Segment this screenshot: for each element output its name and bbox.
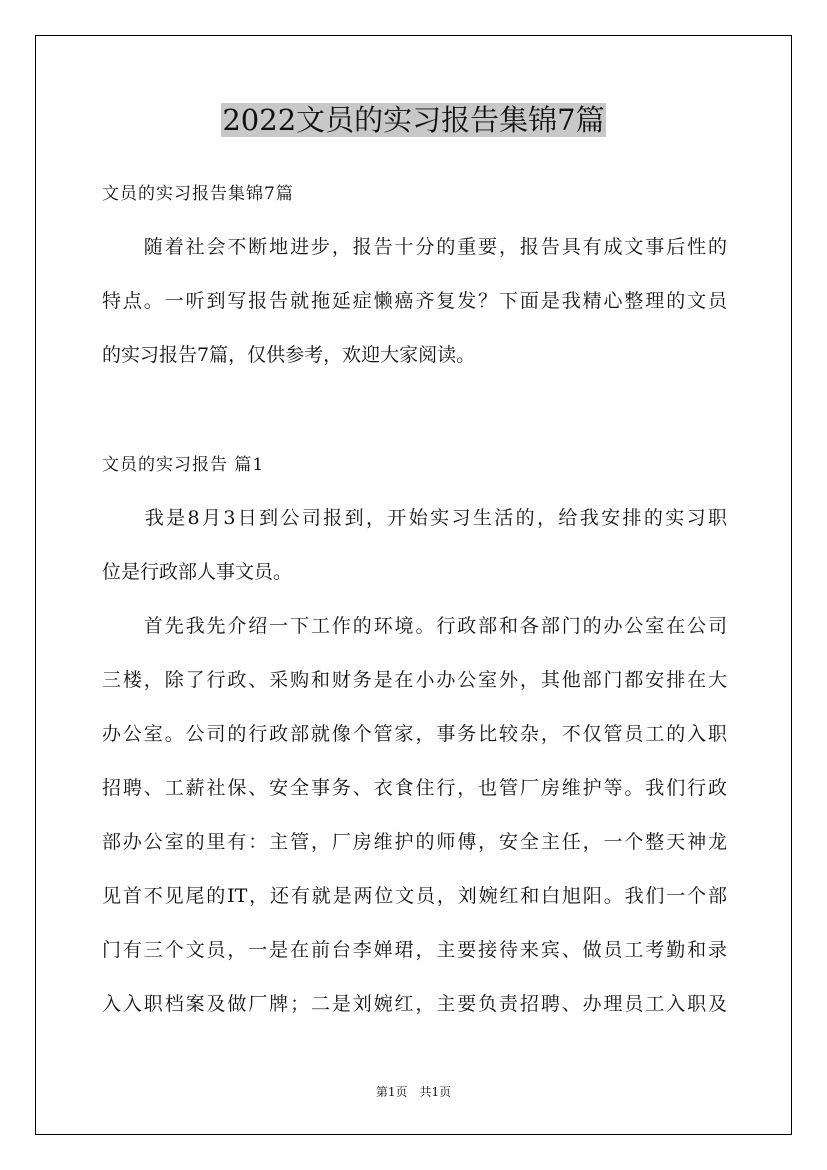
paragraph-line: 我是8月3日到公司报到，开始实习生活的，给我安排的实习职 [102, 507, 727, 529]
intro-line: 随着社会不断地进步，报告十分的重要，报告具有成文事后性的 [102, 236, 727, 258]
paragraph-line: 入入职档案及做厂牌；二是刘婉红，主要负责招聘、办理员工入职及 [102, 993, 727, 1015]
page-footer: 第1页 共1页 [375, 1085, 452, 1099]
paragraph-line: 部办公室的里有：主管，厂房维护的师傅，安全主任，一个整天神龙 [102, 831, 727, 853]
document-title [0, 98, 827, 142]
intro-line: 的实习报告7篇，仅供参考，欢迎大家阅读。 [102, 344, 476, 366]
document-title-text: 2022文员的实习报告集锦7篇 [222, 103, 605, 137]
paragraph-line: 办公室。公司的行政部就像个管家，事务比较杂，不仅管员工的入职 [102, 723, 727, 745]
document-subtitle: 文员的实习报告集锦7篇 [102, 184, 294, 204]
paragraph-line: 首先我先介绍一下工作的环境。行政部和各部门的办公室在公司 [102, 615, 727, 637]
paragraph-line: 见首不见尾的IT，还有就是两位文员，刘婉红和白旭阳。我们一个部 [102, 885, 727, 907]
section-heading: 文员的实习报告 篇1 [102, 455, 265, 475]
paragraph-line: 招聘、工薪社保、安全事务、衣食住行，也管厂房维护等。我们行政 [102, 777, 727, 799]
paragraph-line: 门有三个文员，一是在前台李婵珺，主要接待来宾、做员工考勤和录 [102, 939, 727, 961]
paragraph-line: 位是行政部人事文员。 [102, 561, 293, 583]
paragraph-line: 三楼，除了行政、采购和财务是在小办公室外，其他部门都安排在大 [102, 669, 727, 691]
intro-line: 特点。一听到写报告就拖延症懒癌齐复发？下面是我精心整理的文员 [102, 290, 727, 312]
